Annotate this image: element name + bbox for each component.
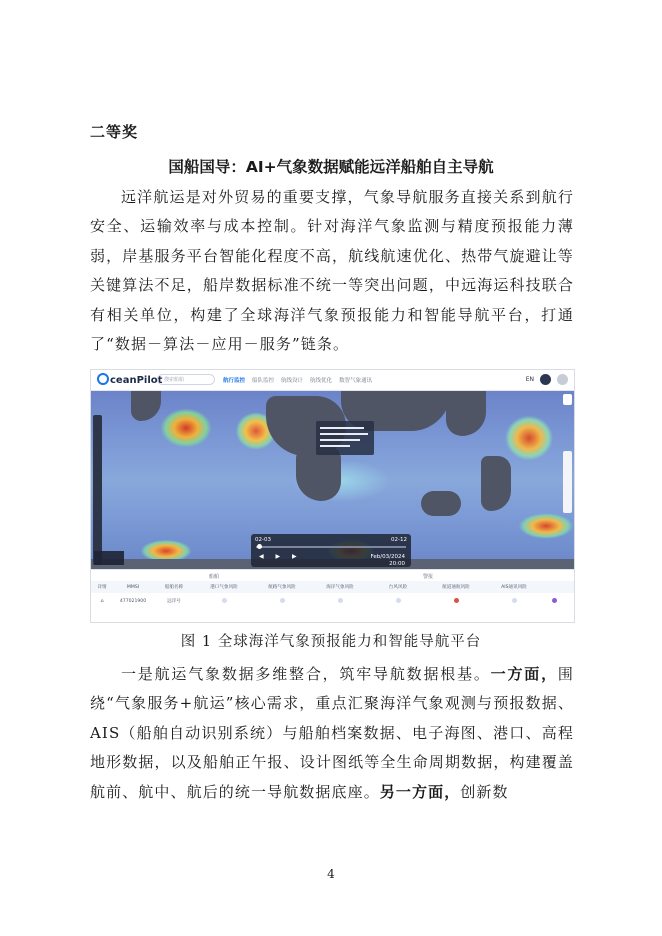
risk-dot-extra <box>543 598 565 605</box>
col-channel-risk: 航道通航风险 <box>442 585 470 590</box>
ship-icon[interactable] <box>540 374 551 385</box>
language-toggle[interactable]: EN <box>525 376 534 383</box>
popup-line <box>320 433 368 435</box>
weather-info-popup <box>316 421 374 455</box>
weather-map[interactable] <box>91 391 574 569</box>
risk-dot <box>369 598 427 605</box>
risk-dot <box>485 598 543 605</box>
risk-dot <box>195 598 253 605</box>
platform-screenshot-figure <box>90 369 575 623</box>
figure-caption: 图 1 全球海洋气象预报能力和智能导航平台 <box>180 634 482 650</box>
search-input[interactable]: 搜索船舶 <box>157 374 215 385</box>
popup-line <box>320 427 364 429</box>
oceanpilot-logo: ceanPilot <box>97 373 162 386</box>
zoom-controls[interactable] <box>563 451 572 513</box>
point-body-1: 围绕“气象服务+航运”核心需求，重点汇聚海洋气象观测与预报数据、AIS（船舶自动识别系统）与船舶档案数据、电子海图、港口、高程地形数据，以及船舶正午报、设计图纸等全生命周期数据，构建覆盖航前、航中、航后的统一导航数据底座。 <box>90 665 574 801</box>
cell-ship-name: 远洋号 <box>167 599 181 604</box>
timeline-track[interactable] <box>256 546 406 548</box>
tab-route-design[interactable]: 航线设计 <box>281 378 304 384</box>
land-mass <box>481 456 511 511</box>
tab-weather-comm[interactable]: 数智气象通讯 <box>339 378 373 384</box>
col-ais-risk: AIS通讯风险 <box>501 585 527 590</box>
risk-dot-high <box>427 598 485 605</box>
popup-line <box>320 445 350 447</box>
settings-icon[interactable] <box>563 394 572 405</box>
map-toolbar[interactable] <box>93 415 102 565</box>
app-top-bar <box>91 370 574 391</box>
risk-dot <box>253 598 311 605</box>
col-ship-name: 船舶名称 <box>164 585 184 590</box>
section-paragraph <box>90 660 574 807</box>
timeline-start: 02-03 <box>255 537 271 543</box>
timeline-date: Feb/03/2024 <box>370 554 405 560</box>
tab-route-optimize[interactable]: 航线优化 <box>310 378 333 384</box>
emphasis-second: 另一方面， <box>379 782 461 801</box>
col-route-risk: 航路气象风险 <box>268 585 296 590</box>
tab-fleet-monitor[interactable]: 船队监控 <box>252 378 275 384</box>
col-detail: 详情 <box>97 585 107 590</box>
ship-risk-table <box>91 569 574 623</box>
award-heading: 二等奖 <box>90 123 139 141</box>
land-mass <box>446 391 486 436</box>
popup-line <box>320 439 360 441</box>
emphasis-first: 一方面， <box>490 665 558 683</box>
timeline-player[interactable] <box>251 534 411 567</box>
ship-detail-icon[interactable]: ⌂ <box>100 598 104 604</box>
coordinate-readout <box>94 551 124 565</box>
point-heading: 一是航运气象数据多维整合，筑牢导航数据根基。 <box>121 665 491 683</box>
timeline-end: 02-12 <box>391 537 407 543</box>
col-typhoon-risk: 台风风险 <box>388 585 408 590</box>
col-ocean-risk: 海洋气象风险 <box>326 585 354 590</box>
land-mass <box>131 391 161 421</box>
table-row[interactable] <box>91 595 574 607</box>
page-number: 4 <box>327 867 335 881</box>
cell-mmsi: 477021900 <box>119 598 147 604</box>
risk-dot <box>311 598 369 605</box>
point-body-2: 创新数 <box>460 782 509 801</box>
playback-controls-icon[interactable]: ◀ ▶ ▶ <box>259 553 302 560</box>
intro-paragraph: 远洋航运是对外贸易的重要支撑，气象导航服务直接关系到航行安全、运输效率与成本控制。针对海洋气象监测与精度预报能力薄弱，岸基服务平台智能化程度不高，航线航速优化、热带气旋避让等关键算法不足，船岸数据标准不统一等突出问题，中远海运科技联合有相关单位，构建了全球海洋气象预报能力和智能导航平台，打通了“数据－算法－应用－服务”链条。 <box>90 188 574 354</box>
timeline-time: 20:00 <box>389 561 405 567</box>
col-port-risk: 港口气象风险 <box>210 585 238 590</box>
land-mass <box>421 491 461 516</box>
tab-voyage-monitor[interactable]: 航行监控 <box>223 378 246 384</box>
timeline-handle[interactable] <box>257 544 262 549</box>
article-title: 国船国导：AI+气象数据赋能远洋船舶自主导航 <box>168 158 494 176</box>
table-header <box>91 581 574 593</box>
top-right-controls <box>526 374 568 385</box>
group-ship: 船舶 <box>209 574 220 580</box>
avatar[interactable] <box>557 374 568 385</box>
group-warning: 警报 <box>423 574 434 580</box>
timeline-datetime <box>371 554 405 568</box>
nav-tabs <box>223 376 372 384</box>
col-mmsi: MMSI <box>126 584 140 590</box>
